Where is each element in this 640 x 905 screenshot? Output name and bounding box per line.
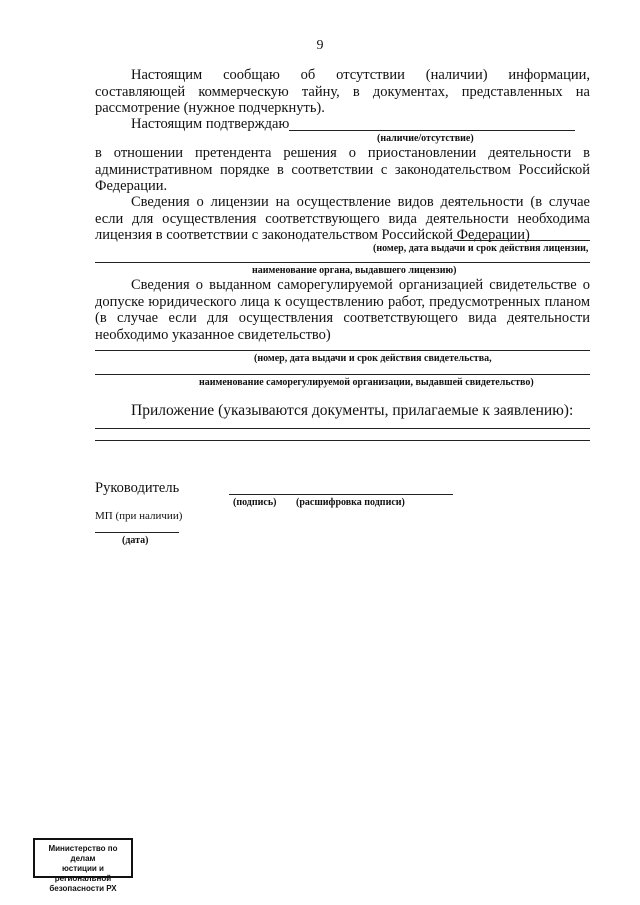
certificate-caption-1: (номер, дата выдачи и срок действия свидетельства, [254, 353, 492, 364]
license-paragraph: Сведения о лицензии на осуществление видов деятельности (в случае если для осуществления соответствующего вида деятельности необходима лицензия в соответствии с законодательством Российской Федерации) [95, 194, 590, 243]
signature-caption: (подпись) [233, 497, 277, 508]
confirmation-caption: (наличие/отсутствие) [377, 133, 474, 144]
confirmation-fill-line[interactable] [289, 130, 575, 131]
stamp-line-3: безопасности РХ [49, 884, 117, 893]
signature-fill-line[interactable] [229, 494, 453, 495]
date-fill-line[interactable] [95, 532, 179, 533]
confirmation-paragraph: в отношении претендента решения о приостановлении деятельности в административном порядке в соответствии с законодательством Российской Федерации. [95, 145, 590, 194]
certificate-caption-2: наименование саморегулируемой организации, выдавшей свидетельство) [199, 377, 534, 388]
signature-decoding-caption: (расшифровка подписи) [296, 497, 405, 508]
certificate-fill-line-1[interactable] [95, 350, 590, 351]
certificate-fill-line-2[interactable] [95, 374, 590, 375]
license-caption-1: (номер, дата выдачи и срок действия лицензии, [373, 243, 589, 254]
confirmation-lead: Настоящим подтверждаю [131, 116, 290, 132]
attachment-fill-line-1[interactable] [95, 428, 590, 429]
license-fill-line-2[interactable] [95, 262, 590, 263]
page-number: 9 [316, 38, 324, 53]
registration-stamp [33, 838, 133, 893]
license-caption-2: наименование органа, выдавшего лицензию) [252, 265, 457, 276]
attachment-fill-line-2[interactable] [95, 440, 590, 441]
seal-label: МП (при наличии) [95, 510, 183, 522]
license-fill-line-1[interactable] [453, 240, 590, 241]
date-caption: (дата) [122, 535, 149, 546]
stamp-line-2: юстиции и региональной [54, 864, 112, 883]
certificate-paragraph: Сведения о выданном саморегулируемой организацией свидетельстве о допуске юридического лица к осуществлению работ, предусмотренных планом (в случае если для осуществления соответствующего вида деятельности необходимо указанное свидетельство) [95, 277, 590, 343]
attachment-label: Приложение (указываются документы, прилагаемые к заявлению): [131, 402, 574, 419]
commercial-secret-paragraph: Настоящим сообщаю об отсутствии (наличии) информации, составляющей коммерческую тайну, в документах, представленных на рассмотрение (нужное подчеркнуть). [95, 67, 590, 116]
stamp-line-1: Министерство по делам [48, 844, 118, 863]
head-label: Руководитель [95, 480, 180, 496]
